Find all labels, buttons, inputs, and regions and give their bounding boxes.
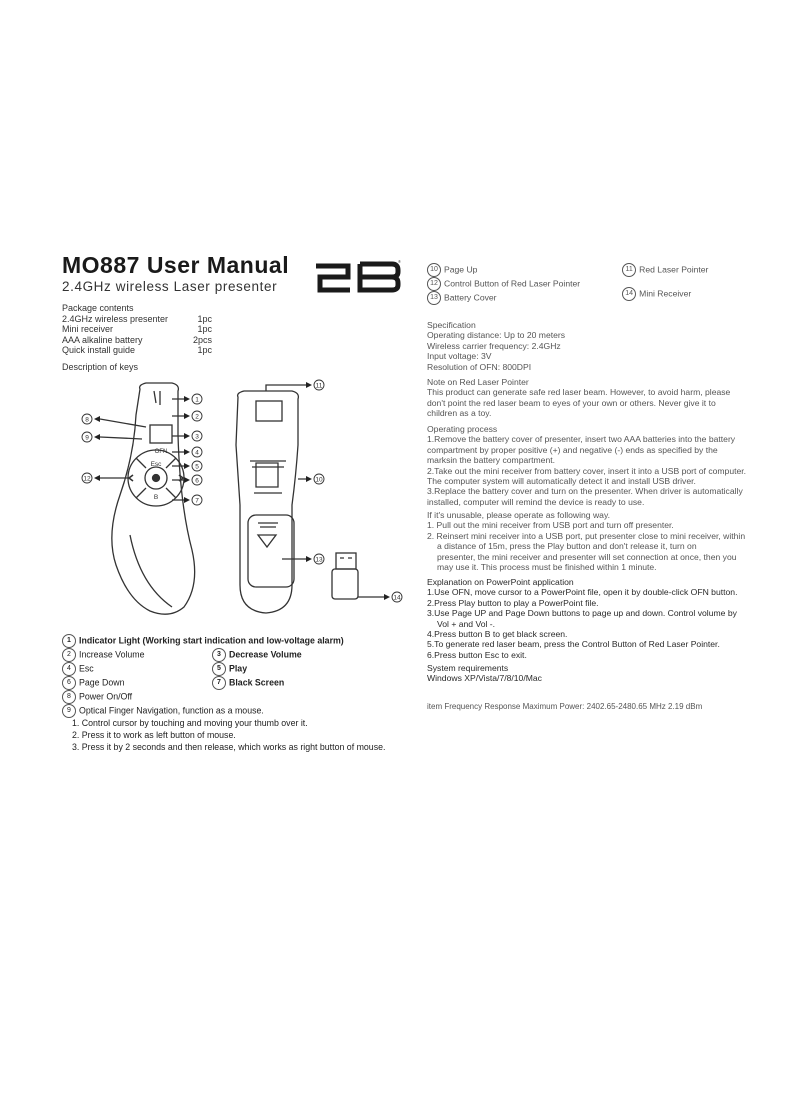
svg-text:9: 9 bbox=[85, 434, 89, 442]
keys-heading: Description of keys bbox=[62, 362, 139, 372]
spec-line: Input voltage: 3V bbox=[427, 351, 492, 362]
manual-subtitle: 2.4GHz wireless Laser presenter bbox=[62, 279, 278, 294]
part-item: 11 Red Laser Pointer bbox=[622, 263, 708, 277]
part-item: 12 Control Button of Red Laser Pointer bbox=[427, 277, 580, 291]
powerpoint-heading: Explanation on PowerPoint application bbox=[427, 577, 574, 587]
package-item: AAA alkaline battery 2pcs bbox=[62, 334, 212, 345]
legend-item: 3 Decrease Volume bbox=[212, 648, 342, 662]
keys-legend bbox=[62, 634, 385, 753]
mini-receiver bbox=[332, 569, 358, 599]
specification bbox=[427, 320, 565, 372]
troubleshooting: If it's unusable, please operate as following way. 1. Pull out the mini receiver from USB port and turn off presenter. 2. Reinsert mini receiver into a USB port, put presenter close to mini receiver, within a distance of 15m, press the Play button and don't release it, turn on presenter, the mini receiver and presenter will set connection at once, then you may use it. This process must be finished within 1 minute. bbox=[427, 510, 746, 573]
spec-heading: Specification bbox=[427, 320, 476, 330]
legend-item: 9 Optical Finger Navigation, function as a mouse. bbox=[62, 704, 385, 718]
ofn-label: OFN bbox=[154, 449, 168, 455]
svg-text:12: 12 bbox=[83, 475, 91, 483]
esc-label: Esc bbox=[150, 461, 162, 468]
svg-text:5: 5 bbox=[195, 463, 199, 471]
svg-text:3: 3 bbox=[195, 433, 199, 441]
battery-cover bbox=[248, 515, 294, 587]
legend-item: 6 Page Down bbox=[62, 676, 212, 690]
svg-text:6: 6 bbox=[195, 477, 199, 485]
package-item: Mini receiver 1pc bbox=[62, 324, 212, 334]
legend-subitem: 3. Press it by 2 seconds and then release, which works as right button of mouse. bbox=[72, 741, 386, 752]
package-heading: Package contents bbox=[62, 303, 134, 313]
presenter-side-body bbox=[236, 391, 298, 613]
manual-title: MO887 User Manual bbox=[62, 252, 290, 278]
b-label: B bbox=[153, 494, 159, 501]
svg-text:14: 14 bbox=[393, 594, 401, 602]
presenter-diagram bbox=[60, 375, 420, 633]
legend-item: 8 Power On/Off bbox=[62, 690, 385, 704]
laser-note-heading: Note on Red Laser Pointer bbox=[427, 377, 529, 387]
troubleshooting-heading: If it's unusable, please operate as following way. bbox=[427, 510, 611, 520]
operating-heading: Operating process bbox=[427, 424, 498, 434]
system-requirements bbox=[427, 663, 542, 684]
spec-line: Wireless carrier frequency: 2.4GHz bbox=[427, 340, 561, 351]
ofn-pad bbox=[150, 425, 172, 443]
system-heading: System requirements bbox=[427, 663, 509, 673]
system-value: Windows XP/Vista/7/8/10/Mac bbox=[427, 673, 542, 684]
svg-text:4: 4 bbox=[195, 449, 199, 457]
svg-text:7: 7 bbox=[195, 497, 199, 505]
parts-list bbox=[427, 263, 708, 305]
package-item: 2.4GHz wireless presenter 1pc bbox=[62, 313, 212, 324]
svg-text:10: 10 bbox=[315, 476, 323, 484]
part-item: 14 Mini Receiver bbox=[622, 287, 708, 301]
part-item: 10 Page Up bbox=[427, 263, 580, 277]
legend-subitem: 2. Press it to work as left button of mouse. bbox=[72, 729, 236, 740]
frequency-line: item Frequency Response Maximum Power: 2402.65-2480.65 MHz 2.19 dBm bbox=[427, 702, 703, 711]
svg-text:2: 2 bbox=[195, 413, 199, 421]
legend-item: 7 Black Screen bbox=[212, 676, 342, 690]
operating-process: Operating process 1.Remove the battery cover of presenter, insert two AAA batteries into the battery compartment by proper positive (+) and negative (-) ends as specified by the marksin the battery compartment. 2.Take out the mini receiver from battery cover, insert it into a USB port of computer. The computer system will automatically detect it and install USB driver. 3.Replace the battery cover and turn on the presenter. When driver is automatically installed, computer will remind the device is ready to use. bbox=[427, 424, 747, 507]
part-item: 13 Battery Cover bbox=[427, 291, 580, 305]
laser-note: Note on Red Laser Pointer This product can generate safe red laser beam. However, to avoid harm, please don't point the red laser beam to eyes of your own or others. Never give it to children as a toy. bbox=[427, 377, 731, 419]
package-item: Quick install guide 1pc bbox=[62, 345, 212, 355]
spec-line: Operating distance: Up to 20 meters bbox=[427, 330, 566, 341]
legend-item: 5 Play bbox=[212, 662, 342, 676]
spec-line: Resolution of OFN: 800DPI bbox=[427, 361, 532, 372]
svg-text:1: 1 bbox=[195, 396, 199, 404]
legend-item: 2 Increase Volume bbox=[62, 648, 212, 662]
svg-text:11: 11 bbox=[315, 382, 323, 390]
svg-text:8: 8 bbox=[85, 416, 89, 424]
powerpoint-section: Explanation on PowerPoint application 1.Use OFN, move cursor to a PowerPoint file, open it by double-click OFN button. 2.Press Play button to play a PowerPoint file. 3.Use Page UP and Page Down buttons to page up and down. Control volume by Vol + and Vol -. 4.Press button B to get black screen. 5.To generate red laser beam, press the Control Button of Red Laser Pointer. 6.Press button Esc to exit. bbox=[427, 577, 738, 660]
package-contents bbox=[62, 303, 212, 356]
svg-text:®: ® bbox=[398, 259, 401, 264]
legend-subitem: 1. Control cursor by touching and moving your thumb over it. bbox=[72, 718, 308, 728]
svg-text:13: 13 bbox=[315, 556, 323, 564]
legend-item: 1 Indicator Light (Working start indication and low-voltage alarm) bbox=[62, 634, 385, 648]
legend-item: 4 Esc bbox=[62, 662, 212, 676]
brand-logo bbox=[312, 258, 402, 296]
